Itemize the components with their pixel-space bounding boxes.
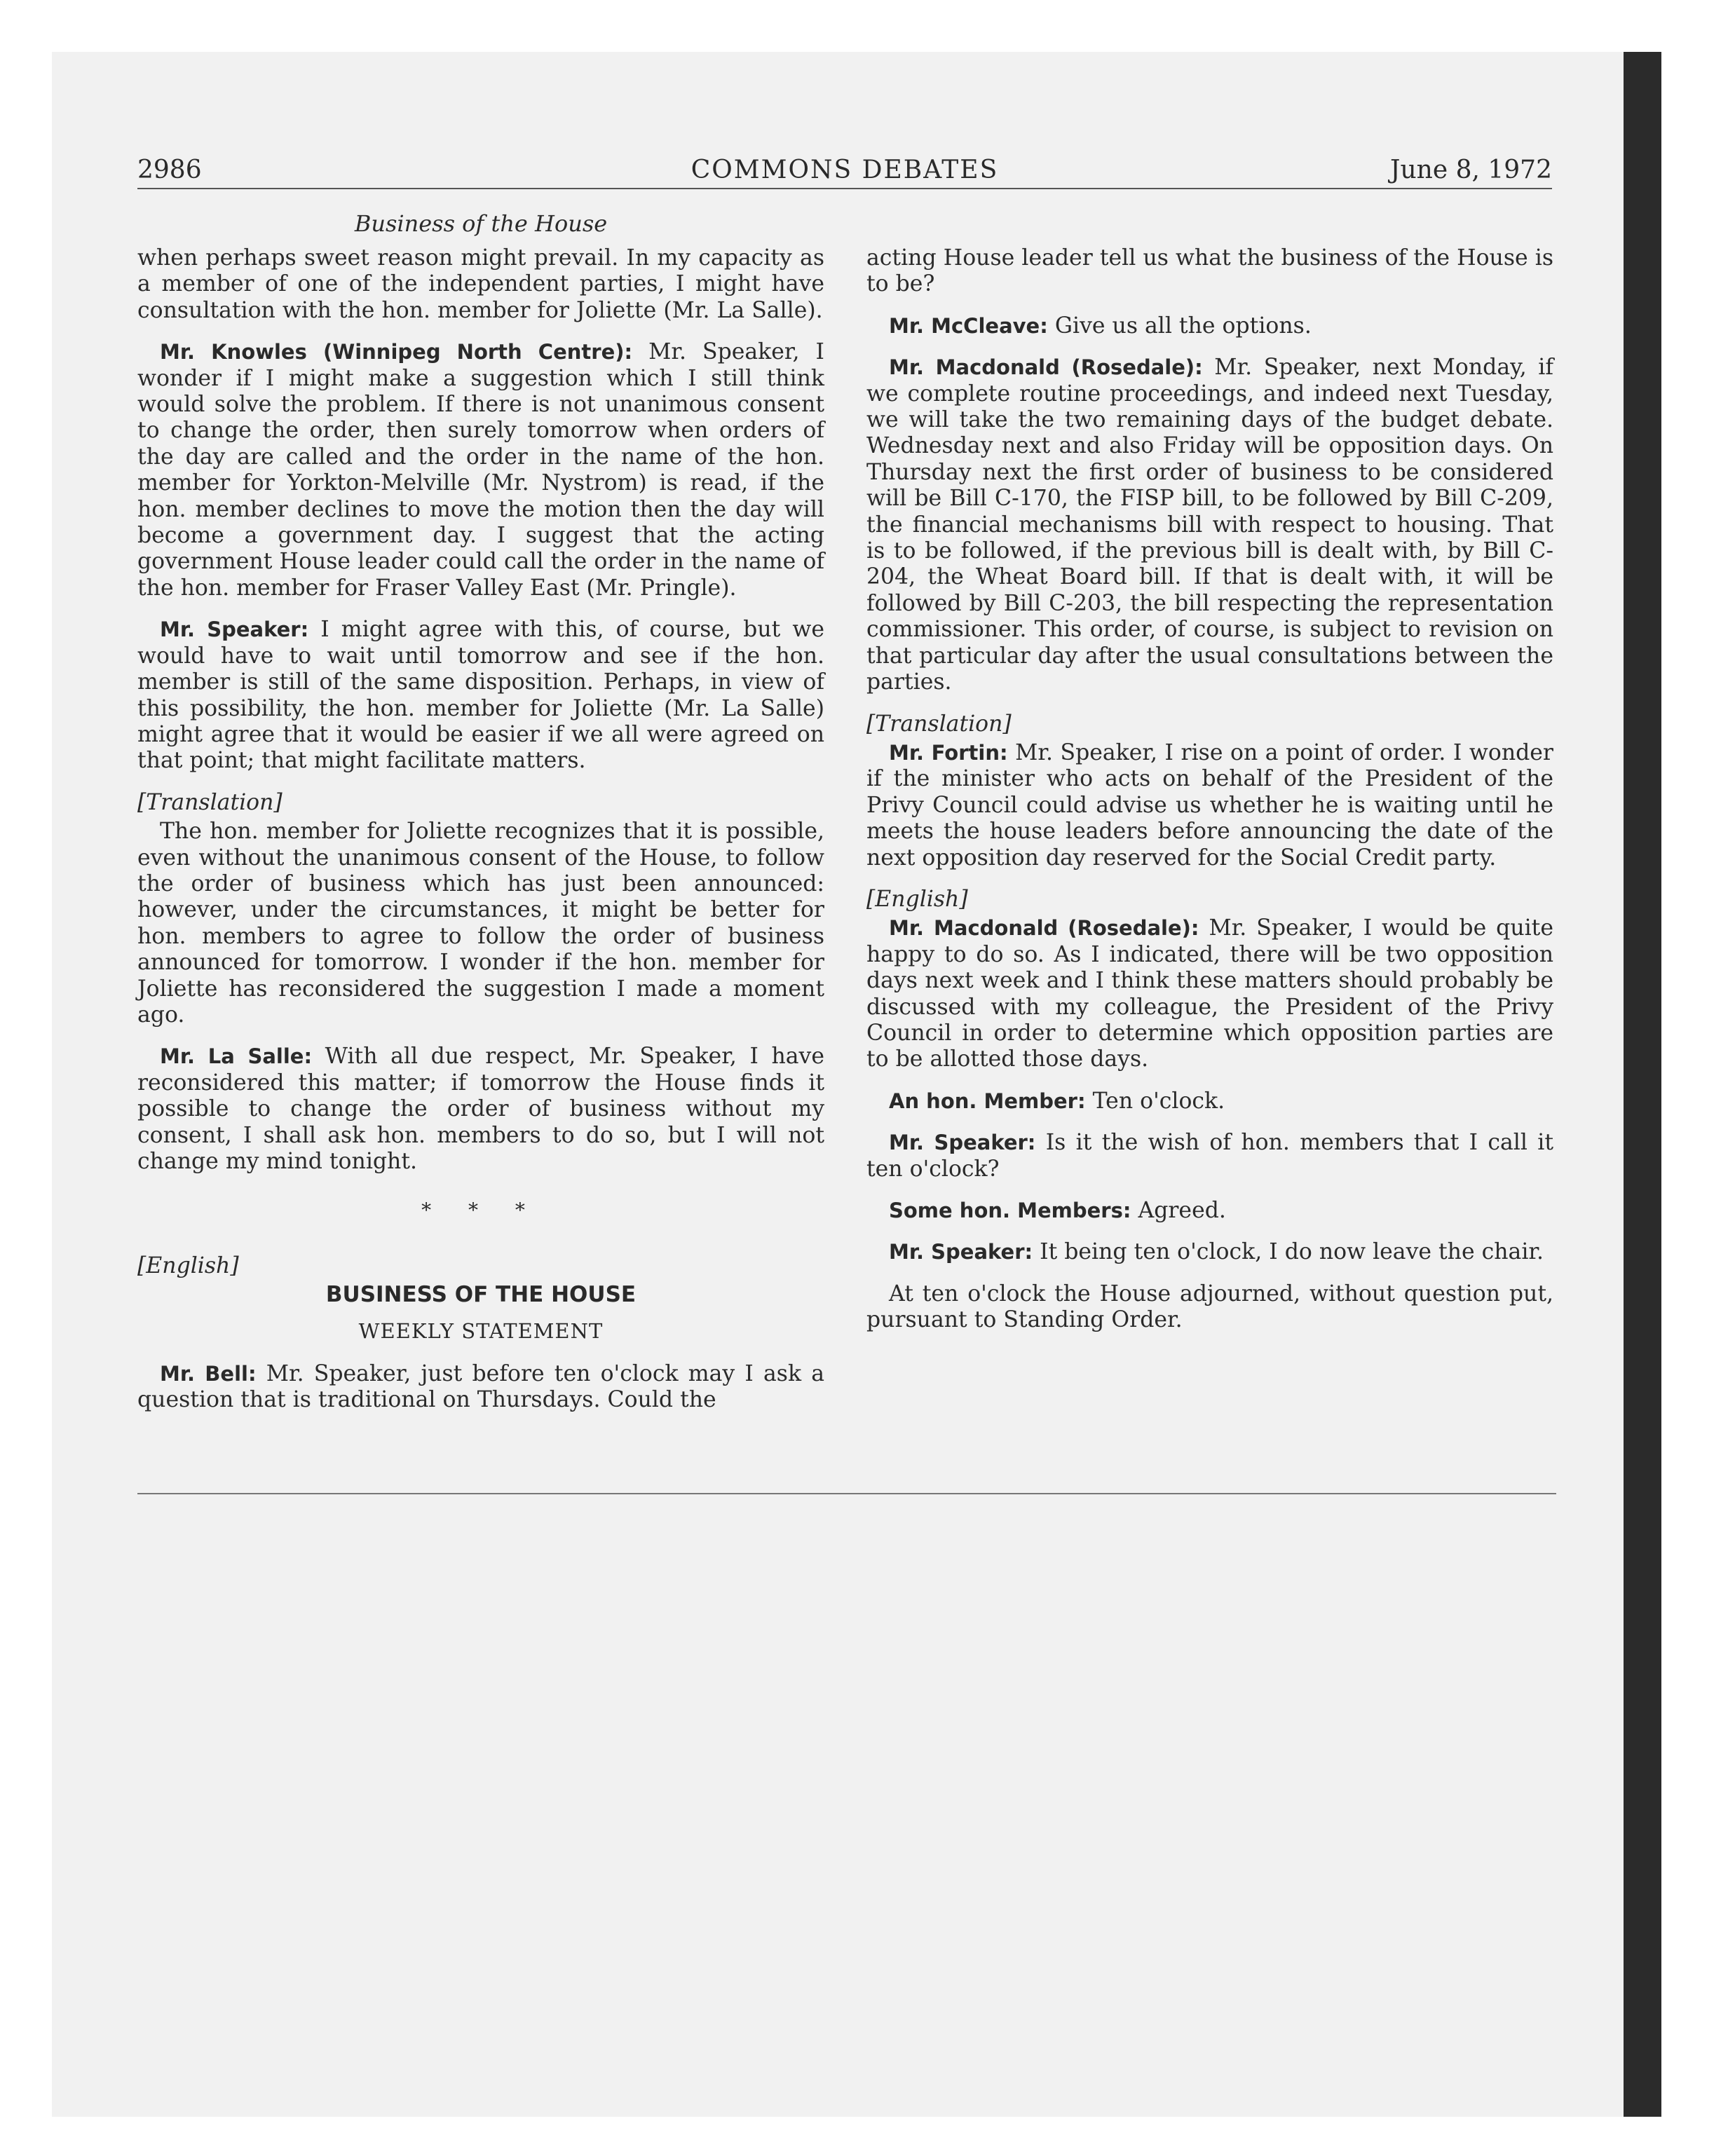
- speech: [866, 915, 1553, 1072]
- speech: [137, 339, 824, 601]
- speech-text: Agreed.: [1131, 1198, 1226, 1223]
- paragraph: The hon. member for Joliette recognizes that it is possible, even without the unanimous consent of the House, to follow the order of business which has just been announced: however, under the circumstances, it might be better for hon. members to agree to follow the order of business announced for tomorrow. I wonder if the hon. member for Joliette has reconsidered the suggestion I made a moment ago.: [137, 819, 824, 1028]
- translation-tag: [Translation]: [137, 789, 283, 815]
- speaker-name: Mr. Macdonald (Rosedale):: [889, 355, 1203, 380]
- page-number: 2986: [137, 156, 202, 184]
- paragraph: At ten o'clock the House adjourned, without question put, pursuant to Standing Order.: [866, 1281, 1553, 1333]
- left-column: [137, 245, 824, 1429]
- speech-text: Mr. Speaker, next Monday, if we complete routine proceedings, and indeed next Tuesday, we will take the two remaining days of the budget debate. Wednesday next and also Friday will be opposition days. On Thursday next the first order of business to be considered will be Bill C-170, the FISP bill, to be followed by Bill C-209, the financial mechanisms bill with respect to housing. That is to be followed, if the previous bill is dealt with, by Bill C-204, the Wheat Board bill. If that is dealt with, it will be followed by Bill C-203, the bill respecting the representation commissioner. This order, of course, is subject to revision on that particular day after the usual consultations between the parties.: [866, 355, 1553, 695]
- publication-date: June 8, 1972: [1390, 156, 1552, 184]
- section-title: BUSINESS OF THE HOUSE: [325, 1282, 637, 1308]
- speaker-name: An hon. Member:: [889, 1089, 1086, 1113]
- speech-text: It being ten o'clock, I do now leave the chair.: [1033, 1239, 1544, 1265]
- speaker-name: Mr. Speaker:: [160, 618, 309, 642]
- speech-text: Ten o'clock.: [1085, 1088, 1225, 1114]
- translation-tag: [Translation]: [866, 711, 1012, 737]
- page-header: [137, 156, 1552, 189]
- speaker-name: Mr. Bell:: [160, 1362, 257, 1386]
- paragraph: acting House leader tell us what the business of the House is to be?: [866, 245, 1553, 297]
- speech: [137, 617, 824, 774]
- section-separator: * * *: [421, 1199, 540, 1222]
- publication-title: COMMONS DEBATES: [690, 156, 999, 184]
- english-tag: [English]: [137, 1253, 239, 1278]
- speaker-name: Mr. La Salle:: [160, 1044, 313, 1069]
- speech: [866, 355, 1553, 695]
- section-subtitle: WEEKLY STATEMENT: [358, 1318, 604, 1343]
- speech-text: Mr. Speaker, I would be quite happy to do so. As I indicated, there will be two opposition days next week and I think these matters should probably be discussed with my colleague, the President of the Privy Council in order to determine which opposition parties are to be allotted those days.: [866, 915, 1553, 1072]
- speech-text: Mr. Speaker, just before ten o'clock may I ask a question that is traditional on Thursdays. Could the: [137, 1361, 825, 1413]
- speech-text: Mr. Speaker, I wonder if I might make a suggestion which I still think would solve the problem. If there is not unanimous consent to change the order, then surely tomorrow when orders of the day are called and the order in the name of the hon. member for Yorkton-Melville (Mr. Nystrom) is read, if the hon. member declines to move the motion then the day will become a government day. I suggest that the acting government House leader could call the order in the name of the hon. member for Fraser Valley East (Mr. Pringle).: [137, 339, 824, 601]
- right-column: [866, 245, 1553, 1349]
- speech: [137, 1044, 824, 1175]
- paragraph: when perhaps sweet reason might prevail. In my capacity as a member of one of the independent parties, I might have consultation with the hon. member for Joliette (Mr. La Salle).: [137, 245, 824, 323]
- speaker-name: Mr. Macdonald (Rosedale):: [889, 916, 1199, 941]
- speech: [866, 313, 1553, 339]
- speech: [866, 1198, 1553, 1224]
- speech-text: Mr. Speaker, I rise on a point of order. I wonder if the minister who acts on behalf of the President of the Privy Council could advise us whether he is waiting until he meets the house leaders before announcing the date of the next opposition day reserved for the Social Credit party.: [866, 739, 1553, 871]
- speech: [137, 1361, 824, 1414]
- speech: [866, 1239, 1553, 1265]
- speaker-name: Some hon. Members:: [889, 1199, 1131, 1222]
- speech-text: I might agree with this, of course, but we would have to wait until tomorrow and see if the hon. member is still of the same disposition. Perhaps, in view of this possibility, the hon. member for Joliette (Mr. La Salle) might agree that it would be easier if we all were agreed on that point; that might facilitate matters.: [137, 617, 824, 774]
- bottom-rule: [137, 1493, 1556, 1494]
- speech-text: Give us all the options.: [1047, 313, 1312, 339]
- speech-text: With all due respect, Mr. Speaker, I have reconsidered this matter; if tomorrow the House finds it possible to change the order of business without my consent, I shall ask hon. members to do so, but I will not change my mind tonight.: [137, 1044, 824, 1174]
- speech: [866, 1089, 1553, 1114]
- speaker-name: Mr. Knowles (Winnipeg North Centre):: [160, 340, 633, 364]
- speech: [866, 1130, 1553, 1182]
- scan-edge-shadow: [1624, 52, 1661, 2117]
- speech-text: Is it the wish of hon. members that I call it ten o'clock?: [866, 1130, 1553, 1182]
- speaker-name: Mr. Fortin:: [889, 740, 1008, 765]
- running-head: Business of the House: [354, 210, 608, 237]
- english-tag: [English]: [866, 886, 968, 912]
- speaker-name: Mr. Speaker:: [889, 1240, 1033, 1264]
- speech: [866, 740, 1553, 871]
- speaker-name: Mr. Speaker:: [889, 1131, 1036, 1155]
- speaker-name: Mr. McCleave:: [889, 313, 1048, 338]
